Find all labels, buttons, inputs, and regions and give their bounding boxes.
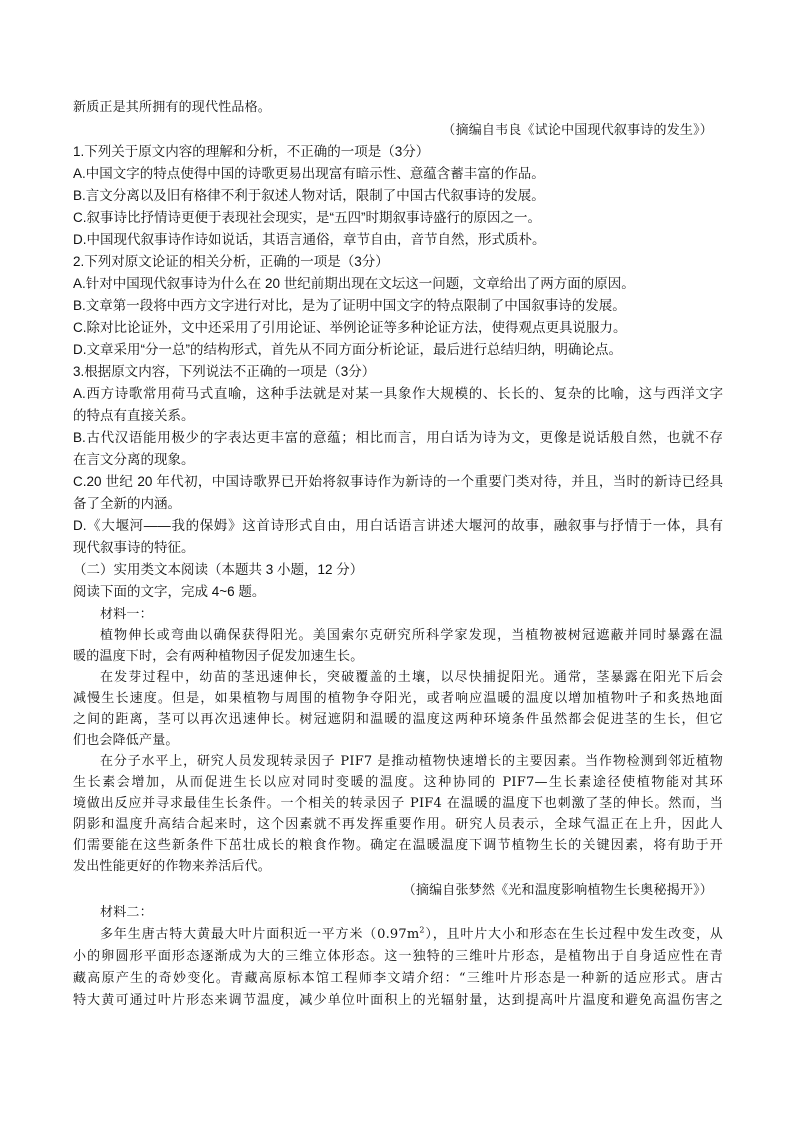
paragraph-line: 阴影和温度升高结合起来时，这个因素就不再发挥重要作用。研究人员表示，全球气温正在上升，因此人 bbox=[73, 817, 723, 832]
question-1-option-c: C.叙事诗比抒情诗更便于表现社会现实，是“五四”时期叙事诗盛行的原因之一。 bbox=[73, 210, 541, 225]
question-3-option-d: D.《大堰河——我的保姆》这首诗形式自由，用白话语言讲述大堰河的故事，融叙事与抒情于一体，具有 bbox=[73, 518, 723, 533]
question-2-option-b: B.文章第一段将中西方文字进行对比，是为了证明中国文字的特点限制了中国叙事诗的发展。 bbox=[73, 298, 626, 313]
paragraph-line: 植物伸长或弯曲以确保获得阳光。美国索尔克研究所科学家发现，当植物被树冠遮蔽并同时暴露在温 bbox=[100, 628, 723, 643]
paragraph-line bbox=[100, 923, 723, 942]
paragraph-line: 新质正是其所拥有的现代性品格。 bbox=[73, 100, 272, 115]
question-2-option-c: C.除对比论证外，文中还采用了引用论证、举例论证等多种论证方法，使得观点更具说服力。 bbox=[73, 320, 627, 335]
question-1-option-b: B.言文分离以及旧有格律不利于叙述人物对话，限制了中国古代叙事诗的发展。 bbox=[73, 188, 545, 203]
question-3-stem: 3.根据原文内容，下列说法不正确的一项是（3分） bbox=[73, 364, 376, 379]
question-3-option-b: B.古代汉语能用极少的字表达更丰富的意蕴；相比而言，用白话为诗为文，更像是说话般自然，也就不存 bbox=[73, 430, 723, 445]
section-heading: （二）实用类文本阅读（本题共 3 小题，12 分） bbox=[73, 562, 364, 577]
question-3-option-c-cont: 备了全新的内涵。 bbox=[73, 496, 181, 511]
paragraph-line: 境做出反应并寻求最佳生长条件。一个相关的转录因子 PIF4 在温暖的温度下也刺激了茎的伸长。然而，当 bbox=[73, 796, 723, 811]
superscript: 2 bbox=[419, 925, 425, 935]
material-2-label: 材料二： bbox=[100, 905, 153, 920]
question-2-option-d: D.文章采用“分一总”的结构形式，首先从不同方面分析论证，最后进行总结归纳，明确论点。 bbox=[73, 342, 622, 357]
source-citation: （摘编自张梦然《光和温度影响植物生长奥秘揭开》） bbox=[402, 883, 713, 898]
paragraph-line: 之间的距离，茎可以再次迅速伸长。树冠遮阴和温暖的温度这两种环境条件虽然都会促进茎的生长，但它 bbox=[73, 712, 723, 727]
reading-instruction: 阅读下面的文字，完成 4~6 题。 bbox=[73, 584, 266, 599]
text-span: ），且叶片大小和形态在生长过程中发生改变，从 bbox=[424, 927, 723, 942]
question-1-option-a: A.中国文字的特点使得中国的诗歌更易出现富有暗示性、意蕴含蓄丰富的作品。 bbox=[73, 166, 545, 181]
question-1-stem: 1.下列关于原文内容的理解和分析，不正确的一项是（3分） bbox=[73, 144, 430, 159]
paragraph-line: 生长素会增加，从而促进生长以应对同时变暖的温度。这种协同的 PIF7—生长素途径使植物能对其环 bbox=[73, 775, 723, 790]
paragraph-line: 在分子水平上，研究人员发现转录因子 PIF7 是推动植物快速增长的主要因素。当作物检测到邻近植物 bbox=[100, 754, 723, 769]
question-3-option-c: C.20 世纪 20 年代初，中国诗歌界已开始将叙事诗作为新诗的一个重要门类对待，并且，当时的新诗已经具 bbox=[73, 474, 723, 489]
question-1-option-d: D.中国现代叙事诗作诗如说话，其语言通俗，章节自由，音节自然，形式质朴。 bbox=[73, 232, 546, 247]
paragraph-line: 减慢生长速度。但是，如果植物与周围的植物争夺阳光，或者响应温暖的温度以增加植物叶子和炙热地面 bbox=[73, 691, 723, 706]
text-span: 多年生唐古特大黄最大叶片面积近一平方米（0.97m bbox=[100, 927, 420, 942]
question-3-option-a-cont: 的特点有直接关系。 bbox=[73, 408, 195, 423]
paragraph-line: 在发芽过程中，幼苗的茎迅速伸长，突破覆盖的土壤，以尽快捕捉阳光。通常，茎暴露在阳光下后会 bbox=[100, 670, 723, 685]
paragraph-line: 们需要能在这些新条件下茁壮成长的粮食作物。确定在温暖温度下调节植物生长的关键因素，将有助于开 bbox=[73, 838, 723, 853]
question-3-option-a: A.西方诗歌常用荷马式直喻，这种手法就是对某一具象作大规模的、长长的、复杂的比喻，这与西洋文字 bbox=[73, 386, 723, 401]
question-2-option-a: A.针对中国现代叙事诗为什么在 20 世纪前期出现在文坛这一问题，文章给出了两方面的原因。 bbox=[73, 276, 635, 291]
question-3-option-d-cont: 现代叙事诗的特征。 bbox=[73, 540, 195, 555]
paragraph-line: 暖的温度下时，会有两种植物因子促发加速生长。 bbox=[73, 649, 364, 664]
paragraph-line: 发出性能更好的作物来养活后代。 bbox=[73, 859, 272, 874]
material-1-label: 材料一： bbox=[100, 607, 153, 622]
paragraph-line: 藏高原产生的奇妙变化。青藏高原标本馆工程师李文靖介绍：“三维叶片形态是一种新的适应形式。唐古 bbox=[73, 971, 723, 986]
paragraph-line: 小的卵圆形平面形态逐渐成为大的三维立体形态。这一独特的三维叶片形态，是植物出于自身适应性在青 bbox=[73, 949, 723, 964]
question-2-stem: 2.下列对原文论证的相关分析，正确的一项是（3分） bbox=[73, 254, 389, 269]
paragraph-line: 们也会降低产量。 bbox=[73, 733, 179, 748]
question-3-option-b-cont: 在言文分离的现象。 bbox=[73, 452, 195, 467]
paragraph-line: 特大黄可通过叶片形态来调节温度，减少单位叶面积上的光辐射量，达到提高叶片温度和避免高温伤害之 bbox=[73, 993, 723, 1008]
source-citation: （摘编自韦良《试论中国现代叙事诗的发生》） bbox=[442, 123, 713, 138]
